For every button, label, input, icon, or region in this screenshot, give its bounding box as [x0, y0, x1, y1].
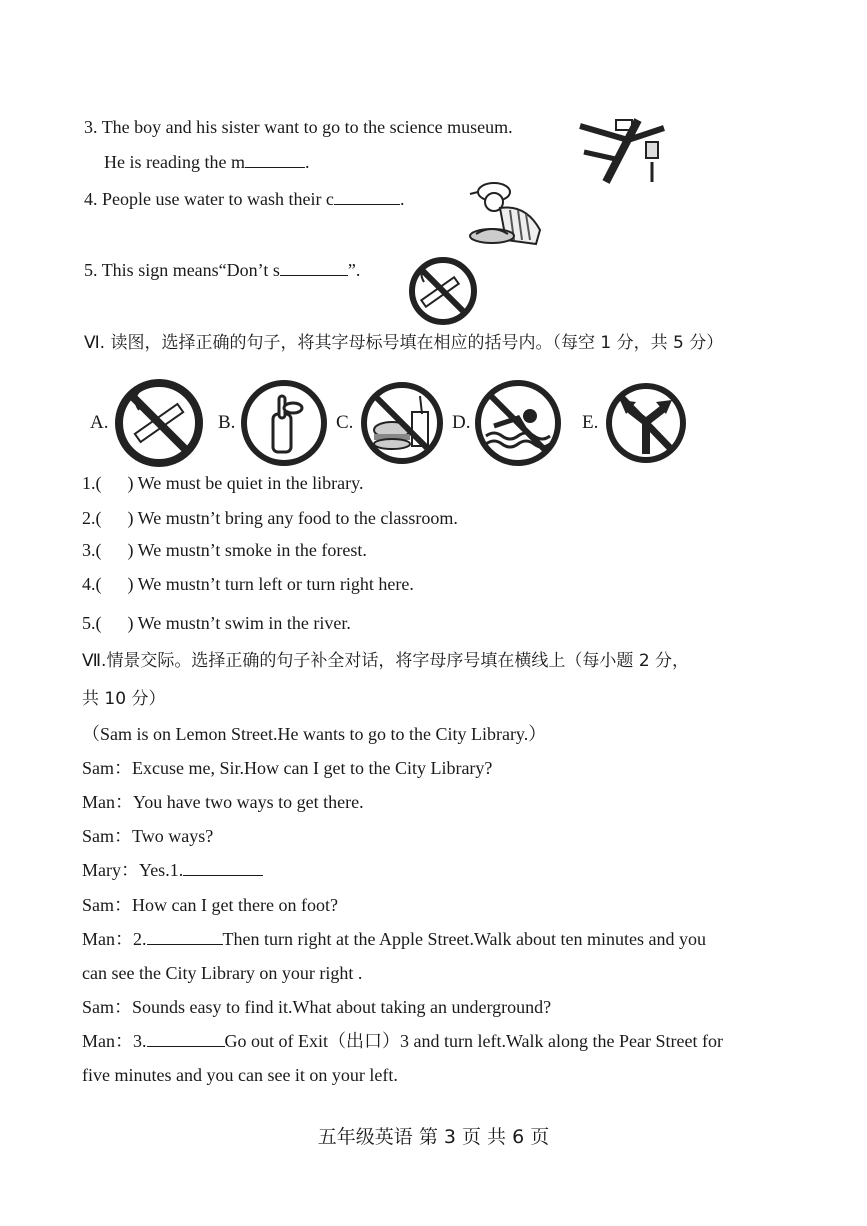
speaker: Sam：: [82, 826, 133, 846]
dialogue-number: 3.: [133, 1031, 147, 1051]
item-text: People use water to wash their c: [102, 189, 334, 209]
dialogue-line: [82, 757, 492, 779]
dialogue-line: [82, 791, 364, 813]
speaker: Mary：: [82, 860, 139, 880]
speaker: Sam：: [82, 758, 133, 778]
item-4: [84, 188, 404, 210]
map-icon: [576, 112, 668, 186]
page-footer: 五年级英语 第 3 页 共 6 页: [317, 1126, 550, 1148]
dialogue-text: How can I get there on foot?: [132, 895, 338, 915]
s6-item-4: [82, 573, 414, 595]
item-3-line1: [84, 116, 513, 138]
item-text: He is reading the m: [104, 152, 245, 172]
item-text: ) We must be quiet in the library.: [127, 473, 364, 493]
s6-item-5: [82, 612, 351, 634]
speaker: Sam：: [82, 997, 133, 1017]
item-text: The boy and his sister want to go to the science museum.: [101, 117, 513, 137]
dialogue-line: [82, 825, 213, 847]
item-number: 5.: [84, 260, 98, 280]
sign-label-d: D.: [452, 412, 471, 433]
dialogue-text: Then turn right at the Apple Street.Walk about ten minutes and you: [222, 929, 706, 949]
item-5: [84, 259, 360, 281]
dialogue-line: [82, 928, 706, 950]
dialogue-text: You have two ways to get there.: [133, 792, 364, 812]
dialogue-text: Yes.1.: [139, 860, 184, 880]
item-number: 3.(: [82, 540, 102, 560]
answer-blank[interactable]: [280, 259, 348, 276]
sign-label-b: B.: [218, 412, 236, 433]
speaker: Man：: [82, 792, 133, 812]
item-text: ”.: [347, 260, 361, 280]
answer-blank[interactable]: [334, 188, 400, 205]
dialogue-line: [82, 1030, 723, 1052]
answer-blank[interactable]: [183, 859, 263, 876]
item-text: This sign means“Don’t s: [101, 260, 280, 280]
s6-item-1: [82, 472, 364, 494]
dialogue-text: can see the City Library on your right .: [82, 963, 363, 983]
no-swimming-sign-icon: [474, 378, 562, 468]
item-number: 2.(: [82, 508, 102, 528]
speaker: Sam：: [82, 895, 133, 915]
answer-blank[interactable]: [245, 151, 305, 168]
no-smoking-sign-icon: [113, 378, 205, 468]
dialogue-text: five minutes and you can see it on your left.: [82, 1065, 398, 1085]
item-3-line2: [104, 151, 309, 173]
item-number: 5.(: [82, 613, 102, 633]
speaker: Man：: [82, 1031, 133, 1051]
answer-blank[interactable]: [147, 928, 223, 945]
washing-clothes-icon: [466, 178, 546, 248]
dialogue-line: [82, 1064, 398, 1086]
item-number: 1.(: [82, 473, 102, 493]
dialogue-context: （Sam is on Lemon Street.He wants to go to the City Library.）: [82, 724, 547, 744]
section-7-heading-cont: 共 10 分）: [82, 689, 166, 709]
answer-blank[interactable]: [147, 1030, 225, 1047]
sign-label-c: C.: [336, 412, 354, 433]
dialogue-line: [82, 996, 551, 1018]
be-quiet-sign-icon: [241, 378, 327, 468]
item-text: ) We mustn’t bring any food to the classroom.: [127, 508, 458, 528]
section-6-heading: Ⅵ. 读图，选择正确的句子，将其字母标号填在相应的括号内。（每空 1 分，共 5 分）: [84, 333, 724, 353]
section-7-heading: Ⅶ.情景交际。选择正确的句子补全对话，将字母序号填在横线上（每小题 2 分，: [82, 651, 690, 671]
item-text: .: [399, 189, 405, 209]
dialogue-text: Go out of Exit（出口）3 and turn left.Walk along the Pear Street for: [224, 1031, 723, 1051]
no-food-sign-icon: [360, 378, 444, 468]
item-text: ) We mustn’t turn left or turn right here.: [127, 574, 414, 594]
no-turning-sign-icon: [604, 378, 688, 468]
dialogue-line: [82, 894, 338, 916]
item-number: 4.: [84, 189, 98, 209]
dialogue-text: Excuse me, Sir.How can I get to the City Library?: [132, 758, 493, 778]
speaker: Man：: [82, 929, 133, 949]
dialogue-line: [82, 859, 263, 881]
item-text: ) We mustn’t swim in the river.: [127, 613, 351, 633]
item-text: .: [304, 152, 310, 172]
item-number: 4.(: [82, 574, 102, 594]
item-text: ) We mustn’t smoke in the forest.: [127, 540, 367, 560]
item-number: 3.: [84, 117, 98, 137]
s6-item-2: [82, 507, 458, 529]
sign-label-a: A.: [90, 412, 109, 433]
s6-item-3: [82, 539, 367, 561]
dialogue-line: [82, 962, 362, 984]
no-smoking-sign-icon: [406, 256, 480, 326]
dialogue-number: 2.: [133, 929, 147, 949]
dialogue-text: Sounds easy to find it.What about taking an underground?: [132, 997, 552, 1017]
sign-label-e: E.: [582, 412, 599, 433]
dialogue-text: Two ways?: [132, 826, 214, 846]
